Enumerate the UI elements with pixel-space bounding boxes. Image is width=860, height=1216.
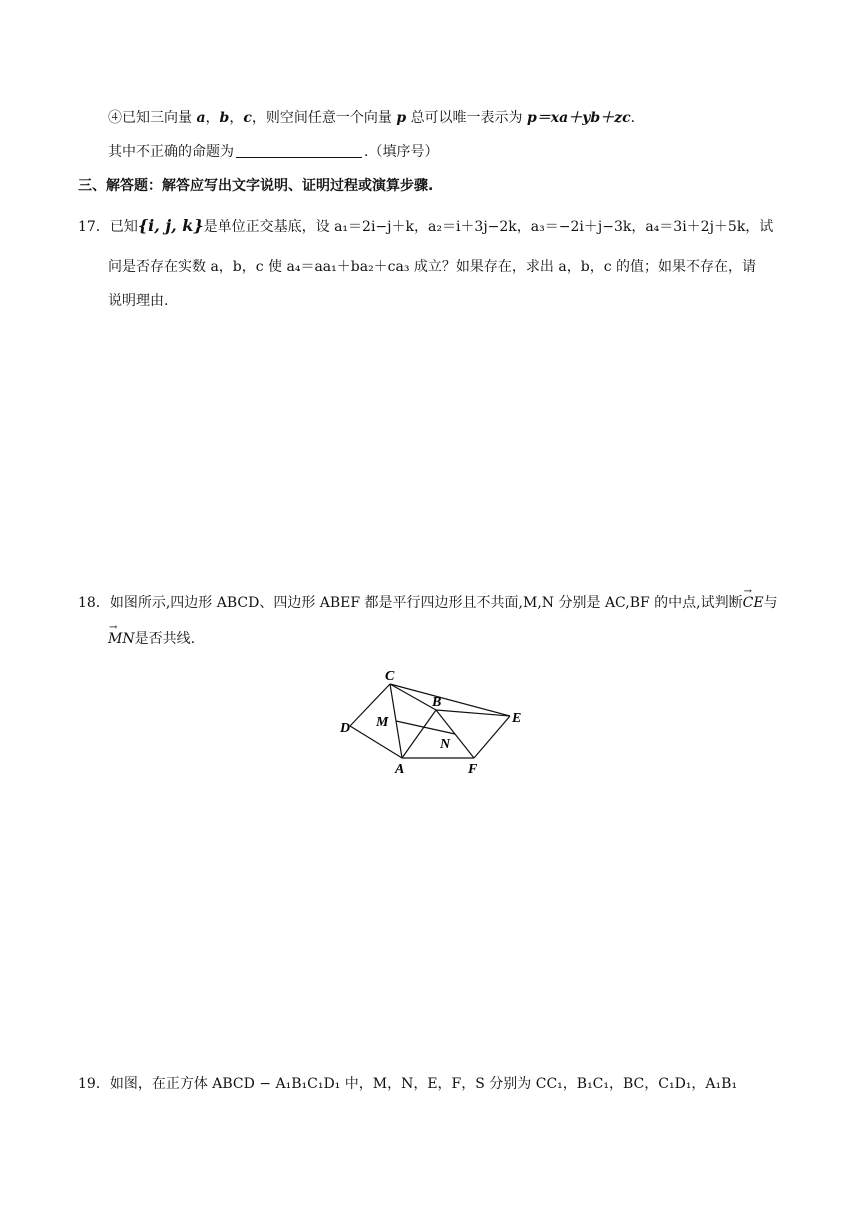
vector-p: p bbox=[396, 110, 407, 126]
edge-fe bbox=[474, 716, 510, 758]
question-number: 18． bbox=[78, 595, 110, 611]
edge-cb bbox=[390, 684, 436, 710]
parallelogram-figure bbox=[330, 664, 530, 779]
period: . bbox=[630, 110, 636, 126]
fill-in-suffix: .（填序号） bbox=[364, 144, 439, 160]
fill-in-question bbox=[108, 142, 438, 162]
prop4-text-2: ，则空间任意一个向量 bbox=[251, 110, 392, 126]
prop4-text-3: 总可以唯一表示为 bbox=[410, 110, 523, 126]
vector-b: b bbox=[219, 110, 230, 126]
q17-prefix: 已知 bbox=[109, 219, 138, 235]
q17-line-3: 说明理由. bbox=[108, 293, 169, 309]
edge-da bbox=[350, 726, 402, 758]
fill-in-prefix: 其中不正确的命题为 bbox=[108, 144, 234, 160]
separator: ， bbox=[229, 110, 244, 126]
decomposition-formula: p＝xa＋yb＋zc bbox=[527, 110, 631, 126]
vector-c: c bbox=[243, 110, 252, 126]
label-c: C bbox=[385, 669, 395, 684]
q18-text-2: 是否共线. bbox=[134, 631, 196, 647]
separator: ， bbox=[205, 110, 220, 126]
vector-ce: → CE bbox=[743, 593, 764, 613]
proposition-4 bbox=[108, 108, 635, 128]
q17-line-1 bbox=[78, 216, 773, 237]
section-heading: 三、解答题：解答应写出文字说明、证明过程或演算步骤. bbox=[78, 178, 434, 194]
q18-conj: 与 bbox=[763, 595, 778, 611]
q17-line-2: 问是否存在实数 a，b，c 使 a₄＝aa₁＋ba₂＋ca₃ 成立？如果存在，求出 a，b，c 的值；如果不存在，请 bbox=[108, 259, 756, 275]
answer-blank[interactable] bbox=[236, 143, 362, 158]
question-number: 19． bbox=[78, 1076, 110, 1092]
q19-text-1: 如图，在正方体 ABCD − A₁B₁C₁D₁ 中，M，N，E，F，S 分别为 CC₁，B₁C₁，BC，C₁D₁，A₁B₁ bbox=[109, 1076, 738, 1092]
edge-ab bbox=[402, 710, 436, 758]
vector-a: a bbox=[196, 110, 206, 126]
vector-mn: → MN bbox=[108, 629, 135, 649]
item-marker: ④ bbox=[108, 110, 122, 126]
q19-line-1 bbox=[78, 1074, 737, 1094]
label-e: E bbox=[512, 711, 522, 726]
question-number: 17． bbox=[78, 219, 110, 235]
basis-set: {i, j, k} bbox=[137, 216, 204, 235]
q18-line-2 bbox=[108, 629, 195, 649]
q18-line-1 bbox=[78, 593, 778, 613]
q18-text-1: 如图所示,四边形 ABCD、四边形 ABEF 都是平行四边形且不共面,M,N 分别是 AC,BF 的中点,试判断 bbox=[109, 595, 743, 611]
label-n: N bbox=[440, 737, 451, 752]
label-b: B bbox=[432, 695, 442, 710]
label-m: M bbox=[376, 715, 389, 730]
q17-text-1: 是单位正交基底，设 a₁＝2i−j＋k，a₂＝i＋3j−2k，a₃＝−2i＋j−3k，a₄＝3i＋2j＋5k，试 bbox=[203, 219, 774, 235]
label-a: A bbox=[395, 762, 405, 777]
label-f: F bbox=[468, 762, 478, 777]
label-d: D bbox=[340, 721, 351, 736]
prop4-text-1: 已知三向量 bbox=[122, 110, 192, 126]
